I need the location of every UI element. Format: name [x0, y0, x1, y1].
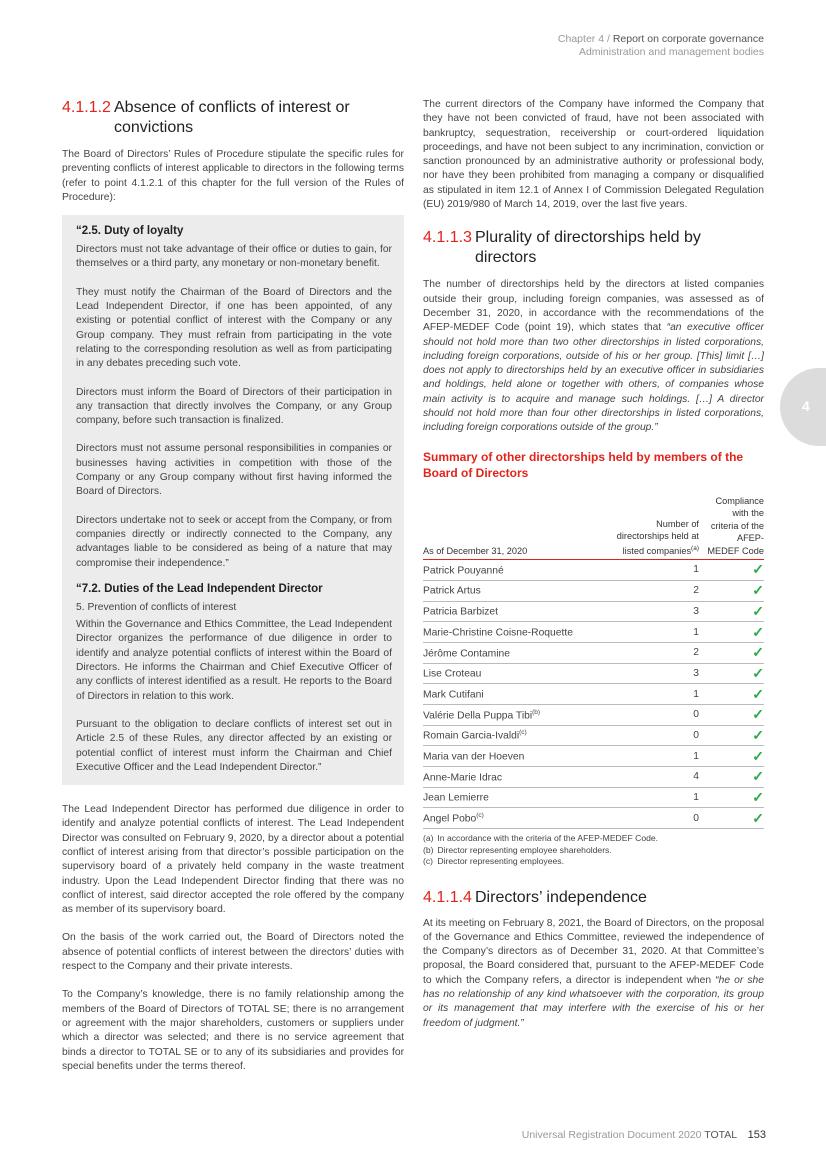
- directorship-count: 0: [613, 808, 705, 829]
- body-paragraph: [423, 278, 764, 435]
- duty-of-loyalty-heading: “2.5. Duty of loyalty: [76, 225, 184, 238]
- check-icon: ✓: [752, 789, 764, 806]
- quote-paragraph: Within the Governance and Ethics Committee, the Lead Independent Director organizes the performance of due diligence in order to identify and analyze potential conflicts of interest within the Board of Directors. He informs the Chairman and Chief Executive Officer of any conflicts of interest identified as a result. He reports to the Board of Directors in relation to this work.: [76, 619, 392, 702]
- director-name: Jérôme Contamine: [423, 647, 510, 659]
- check-icon: ✓: [752, 685, 764, 702]
- table-row: [423, 725, 764, 746]
- table-row: [423, 704, 764, 725]
- body-paragraph: The Lead Independent Director has performed due diligence in order to identify and analyze potential conflicts of interest. The Lead Independent Director was consulted on February 9, 2020, by a director about a potential conflict of interest arising from that director’s possible participation on the supervisory board of a privately held company in the waste treatment industry. Upon the Lead Independent Director finding that there was no conflict of interest, said director accepted the role offered by the company as member of its supervisory board.: [62, 804, 404, 916]
- footnote-marker: (c): [519, 729, 527, 737]
- table-body: [423, 560, 764, 829]
- brand-name: TOTAL: [704, 1129, 737, 1141]
- check-icon: ✓: [752, 706, 764, 723]
- footnote-text: Director representing employees.: [437, 856, 564, 867]
- check-icon: ✓: [752, 582, 764, 599]
- body-paragraph: The current directors of the Company have informed the Company that they have not been convicted of fraud, have not been associated with bankruptcy, sequestration, receivership or court-ordered liquidation proceedings, and have not been subject to any incrimination, conviction or sanction pronounced by an administrative authority or professional body, nor have they been prohibited from managing a company or disqualified as stipulated in item 12.1 of Annex I of Commission Delegated Regulation (EU) 2019/980 of March 14, 2019, over the last five years.: [423, 99, 764, 211]
- quote-paragraph: Directors must not assume personal responsibilities in companies or businesses having activities in competition with those of the Company or any Group company without first having informed the Board of Directors.: [76, 443, 392, 498]
- section-title: Directors’ independence: [475, 888, 647, 906]
- paragraph-text: At its meeting on February 8, 2021, the Board of Directors, on the proposal of the Governance and Ethics Committee, reviewed the independence of the Company’s directors as of December 31, 2020. At that Committee’s proposal, the Board considered that, pursuant to the AFEP-MEDEF Code to which the Company refers, a director is independent when: [423, 917, 764, 986]
- directorship-count: 1: [613, 787, 705, 808]
- intro-paragraph: The Board of Directors’ Rules of Procedure stipulate the specific rules for preventing conflicts of interest applicable to directors in the following terms (refer to point 4.1.2.1 of this chapter for the full version of the Rules of Procedure):: [62, 149, 404, 203]
- footnote-mark: (b): [423, 844, 434, 855]
- director-name: Romain Garcia-Ivaldi: [423, 730, 520, 742]
- check-icon: ✓: [752, 623, 764, 640]
- table-row: [423, 560, 764, 581]
- body-paragraph: To the Company’s knowledge, there is no family relationship among the members of the Board of Directors of TOTAL SE; there is no arrangement or agreement with the major shareholders, customers or suppliers under which a director was selected; and there is no service agreement that binds a director to TOTAL SE or to any of its subsidiaries and provides for special benefits under the terms thereof.: [62, 989, 404, 1072]
- footnote-marker: (b): [532, 708, 541, 716]
- check-icon: ✓: [752, 644, 764, 661]
- section-title: Plurality of directorships held by directors: [475, 229, 701, 267]
- check-icon: ✓: [752, 809, 764, 826]
- director-name: Mark Cutifani: [423, 689, 484, 701]
- check-icon: ✓: [752, 561, 764, 578]
- table-row: [423, 808, 764, 829]
- section-heading-4-1-1-3: [423, 228, 764, 268]
- director-name: Angel Pobo: [423, 813, 477, 825]
- directorship-count: 0: [613, 704, 705, 725]
- quote-paragraph: Directors undertake not to seek or accept from the Company, or from companies directly or indirectly connected to the Company, any advantages liable to be considered as being of a nature that may compromise their independence.”: [76, 514, 392, 569]
- column-header: As of December 31, 2020: [423, 495, 613, 560]
- quote-paragraph: Directors must not take advantage of their office or duties to gain, for themselves or a third party, any monetary or non-monetary benefit.: [76, 244, 392, 270]
- director-name: Valérie Della Puppa Tibi: [423, 710, 533, 721]
- check-icon: ✓: [752, 664, 764, 681]
- directorship-count: 4: [613, 767, 705, 788]
- rules-quote-box: [62, 215, 404, 785]
- chapter-tab-number: 4: [802, 398, 810, 414]
- directorship-count: 0: [613, 725, 705, 746]
- quote-paragraph: Directors must inform the Board of Directors of their participation in any transaction that directly involves the Company, or any Group company, before such transaction is finalized.: [76, 386, 392, 427]
- page-header: Chapter 4 / Report on corporate governance Administration and management bodies: [557, 33, 764, 58]
- directorships-table: [423, 495, 764, 829]
- table-row: [423, 746, 764, 767]
- director-name: Lise Croteau: [423, 668, 482, 680]
- column-header: Compliance with the criteria of the AFEP-MEDEF Code: [705, 495, 764, 560]
- section-subtitle: Administration and management bodies: [578, 46, 764, 58]
- director-name: Jean Lemierre: [423, 792, 489, 804]
- check-icon: ✓: [752, 768, 764, 785]
- check-icon: ✓: [752, 726, 764, 743]
- footnote-text: In accordance with the criteria of the AFEP-MEDEF Code.: [437, 833, 659, 844]
- body-paragraph: On the basis of the work carried out, the Board of Directors noted the absence of potential conflicts of interest between the directors’ duties with respect to the Company and their private interests.: [62, 932, 404, 973]
- quote-paragraph: They must notify the Chairman of the Board of Directors and the Lead Independent Director, if one has been appointed, of any existing or potential conflict of interest with the Company or any Group company. They must refrain from participating in the vote relating to the corresponding resolution as well as from participating in any debates preceding such vote.: [76, 286, 392, 370]
- table-row: [423, 767, 764, 788]
- right-column: [423, 98, 764, 1031]
- directorship-count: 3: [613, 601, 705, 622]
- directorship-count: 1: [613, 684, 705, 705]
- section-heading-4-1-1-4: [423, 888, 764, 908]
- directorship-count: 1: [613, 560, 705, 581]
- director-name: Marie-Christine Coisne-Roquette: [423, 627, 573, 639]
- footnote-marker: (c): [476, 812, 484, 820]
- afep-quote: “he or she has no relationship of any kind whatsoever with the corporation, its group or its management that may interfere with the exercise of his or her freedom of judgment.”: [423, 974, 764, 1029]
- table-title: Summary of other directorships held by members of the Board of Directors: [423, 449, 744, 480]
- paragraph-text: The number of directorships held by the directors at listed companies outside their group, including foreign companies, was assessed as of December 31, 2020, in accordance with the recommendations of the AFEP-MEDEF Code (point 19), which states that: [423, 279, 764, 334]
- directorship-count: 2: [613, 642, 705, 663]
- directorship-count: 1: [613, 622, 705, 643]
- table-row: [423, 787, 764, 808]
- footnote-marker: (a): [691, 544, 699, 552]
- directorship-count: 1: [613, 746, 705, 767]
- section-heading-4-1-1-2: [62, 98, 404, 138]
- column-header-text: Number of directorships held at listed companies: [616, 518, 699, 556]
- table-row: [423, 642, 764, 663]
- quote-subheading: 5. Prevention of conflicts of interest: [76, 601, 237, 613]
- footnote-mark: (a): [423, 833, 434, 844]
- table-row: [423, 622, 764, 643]
- table-row: [423, 580, 764, 601]
- afep-quote: “an executive officer should not hold more than two other directorships in listed corporations, including foreign corporations, outside of his or her group. [This] limit […] does not apply to directorships held by an executive officer in subsidiaries and holdings, held alone or together with others, of companies whose main activity is to acquire and manage such holdings. […] A director should not hold more than four other directorships in listed corporations, including foreign corporations outside of the group.”: [423, 322, 764, 434]
- table-row: [423, 601, 764, 622]
- table-header-row: [423, 495, 764, 560]
- section-number: 4.1.1.4: [423, 888, 472, 906]
- footnote-mark: (c): [423, 856, 434, 867]
- footnote: [423, 833, 764, 845]
- table-row: [423, 684, 764, 705]
- footnote: [423, 856, 764, 868]
- page-number: 153: [747, 1129, 766, 1141]
- table-footnotes: [423, 833, 764, 868]
- document-title: Universal Registration Document 2020: [521, 1129, 702, 1141]
- column-header: [613, 495, 705, 560]
- footnote-text: Director representing employee shareholders.: [437, 844, 612, 855]
- check-icon: ✓: [752, 602, 764, 619]
- director-name: Patrick Pouyanné: [423, 565, 504, 577]
- check-icon: ✓: [752, 747, 764, 764]
- table-row: [423, 663, 764, 684]
- footnote: [423, 845, 764, 857]
- director-name: Maria van der Hoeven: [423, 751, 525, 763]
- left-column: [62, 98, 404, 1074]
- directorship-count: 3: [613, 663, 705, 684]
- lead-director-duties-heading: “7.2. Duties of the Lead Independent Director: [76, 582, 323, 595]
- section-number: 4.1.1.2: [62, 99, 111, 116]
- director-name: Patrick Artus: [423, 585, 481, 597]
- section-title: Absence of conflicts of interest or convictions: [114, 99, 350, 136]
- page-footer: [522, 1129, 766, 1141]
- director-name: Anne-Marie Idrac: [423, 772, 502, 784]
- director-name: Patricia Barbizet: [423, 606, 498, 618]
- chapter-label: Chapter 4: [557, 33, 605, 45]
- body-paragraph: [423, 917, 764, 1031]
- directorship-count: 2: [613, 580, 705, 601]
- section-number: 4.1.1.3: [423, 229, 472, 247]
- chapter-tab: [780, 368, 826, 446]
- chapter-title: Report on corporate governance: [612, 33, 764, 45]
- quote-paragraph: Pursuant to the obligation to declare conflicts of interest set out in Article 2.5 of these Rules, any director affected by an existing or potential conflict of interest must inform the Chairman and Chief Executive Officer and the Lead Independent Director.”: [76, 718, 392, 773]
